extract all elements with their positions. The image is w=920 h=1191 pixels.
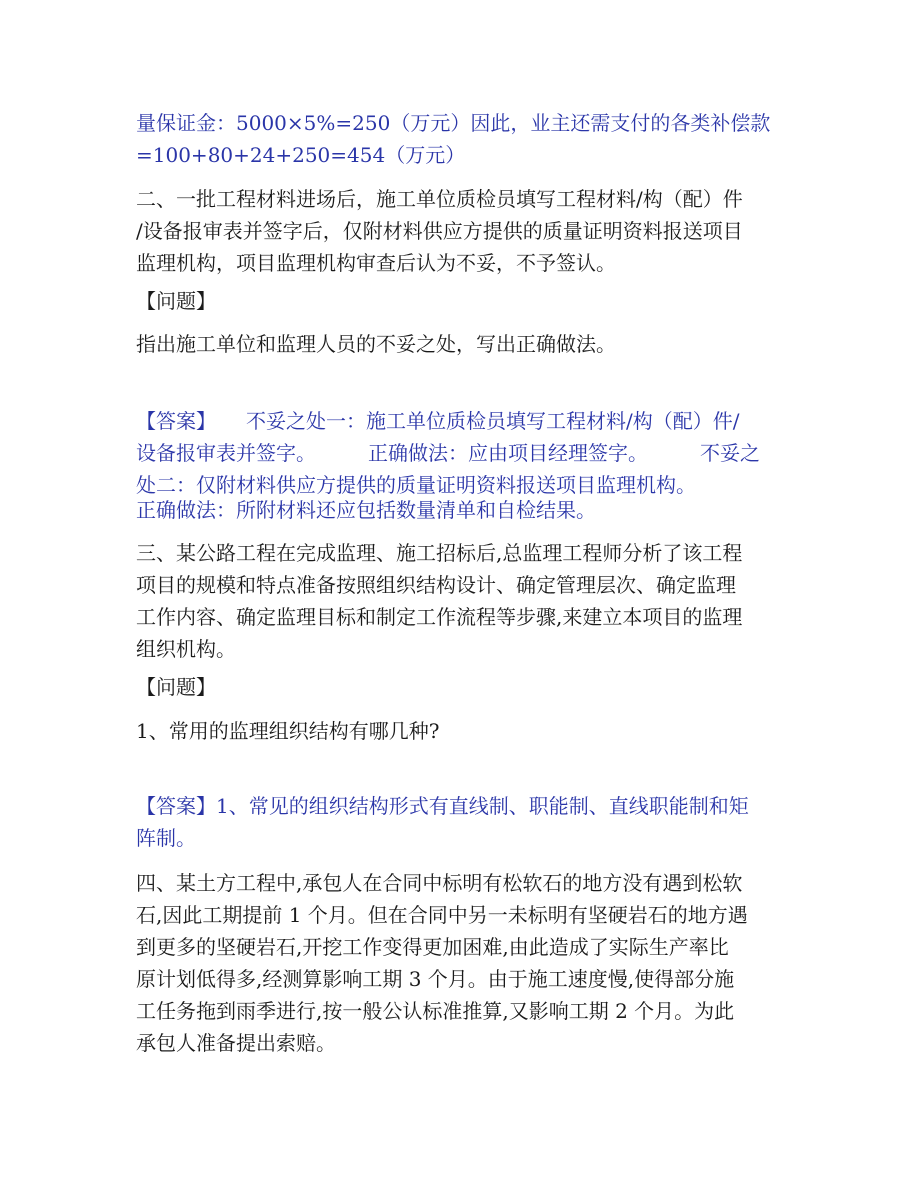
answer-line: 正确做法：所附材料还应包括数量清单和自检结果。 [136,498,596,522]
paragraph-line: 承包人准备提出索赔。 [136,1031,336,1055]
paragraph-line: 四、某土方工程中,承包人在合同中标明有松软石的地方没有遇到松软 [136,871,743,895]
paragraph-line: 组织机构。 [136,637,236,661]
paragraph-line: /设备报审表并签字后，仅附材料供应方提供的质量证明资料报送项目 [136,219,743,243]
question-2-prompt: 指出施工单位和监理人员的不妥之处，写出正确做法。 [136,332,616,356]
question-2-answer [136,405,784,501]
question-3-label: 【问题】 [136,675,216,699]
question-2-label: 【问题】 [136,289,216,313]
paragraph-line: 二、一批工程材料进场后，施工单位质检员填写工程材料/构（配）件 [136,187,743,211]
question-4-text [136,867,784,1059]
paragraph-line: 工任务拖到雨季进行,按一般公认标准推算,又影响工期 2 个月。为此 [136,999,735,1023]
question-2-answer-fix [136,494,784,526]
answer-line: 【答案】1、常见的组织结构形式有直线制、职能制、直线职能制和矩 [136,794,749,818]
paragraph-line: 石,因此工期提前 1 个月。但在合同中另一未标明有坚硬岩石的地方遇 [136,903,748,927]
paragraph-line: 到更多的坚硬岩石,开挖工作变得更加困难,由此造成了实际生产率比 [136,935,729,959]
question-3-prompt: 1、常用的监理组织结构有哪几种? [136,719,440,743]
paragraph-line: 原计划低得多,经测算影响工期 3 个月。由于施工速度慢,使得部分施 [136,967,735,991]
answer-line: 量保证金：5000×5%=250（万元）因此，业主还需支付的各类补偿款 [136,111,771,135]
answer-line: 阵制。 [136,826,196,850]
question-3-answer [136,790,784,854]
answer-line: 设备报审表并签字。 正确做法：应由项目经理签字。 不妥之 [136,441,760,465]
answer-line: 【答案】 不妥之处一：施工单位质检员填写工程材料/构（配）件/ [136,409,740,433]
previous-answer-tail [136,107,784,171]
paragraph-line: 三、某公路工程在完成监理、施工招标后,总监理工程师分析了该工程 [136,541,743,565]
answer-line: =100+80+24+250=454（万元） [136,143,466,167]
answer-label: 【答案】 [136,409,216,433]
paragraph-line: 工作内容、确定监理目标和制定工作流程等步骤,来建立本项目的监理 [136,605,743,629]
answer-line: 处二：仅附材料供应方提供的质量证明资料报送项目监理机构。 [136,473,696,497]
paragraph-line: 监理机构，项目监理机构审查后认为不妥，不予签认。 [136,251,616,275]
question-2-text [136,183,784,279]
paragraph-line: 项目的规模和特点准备按照组织结构设计、确定管理层次、确定监理 [136,573,736,597]
question-3-text [136,537,784,665]
